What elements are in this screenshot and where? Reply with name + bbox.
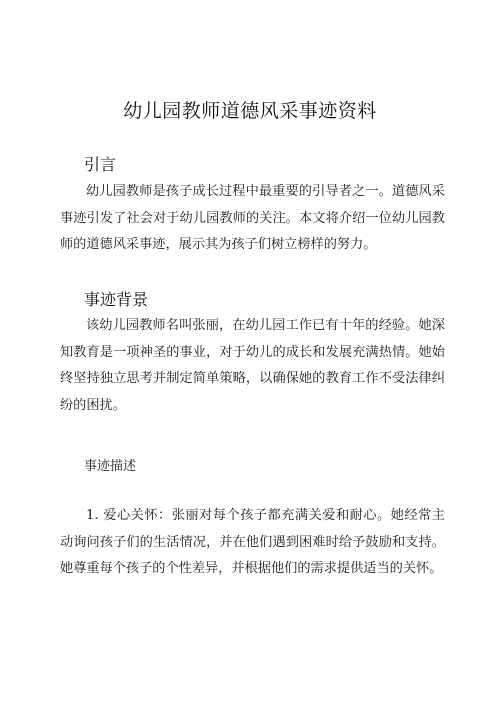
document-title: 幼儿园教师道德风采事迹资料 bbox=[123, 100, 377, 122]
section-heading-introduction: 引言 bbox=[84, 155, 117, 174]
section-heading-background: 事迹背景 bbox=[84, 290, 149, 309]
section-paragraph-introduction: 幼儿园教师是孩子成长过程中最重要的引导者之一。道德风采事迹引发了社会对于幼儿园教师的关注。本文将介绍一位幼儿园教师的道德风采事迹，展示其为孩子们树立榜样的努力。 bbox=[60, 184, 445, 252]
section-heading-description: 事迹描述 bbox=[84, 459, 137, 474]
section-paragraph-description: 1. 爱心关怀：张丽对每个孩子都充满关爱和耐心。她经常主动询问孩子们的生活情况，并在他们遇到困难时给予鼓励和支持。她尊重每个孩子的个性差异，并根据他们的需求提供适当的关怀。 bbox=[60, 508, 445, 576]
section-paragraph-background: 该幼儿园教师名叫张丽，在幼儿园工作已有十年的经验。她深知教育是一项神圣的事业，对于幼儿的成长和发展充满热情。她始终坚持独立思考并制定简单策略，以确保她的教育工作不受法律纠纷的困扰。 bbox=[60, 318, 445, 413]
